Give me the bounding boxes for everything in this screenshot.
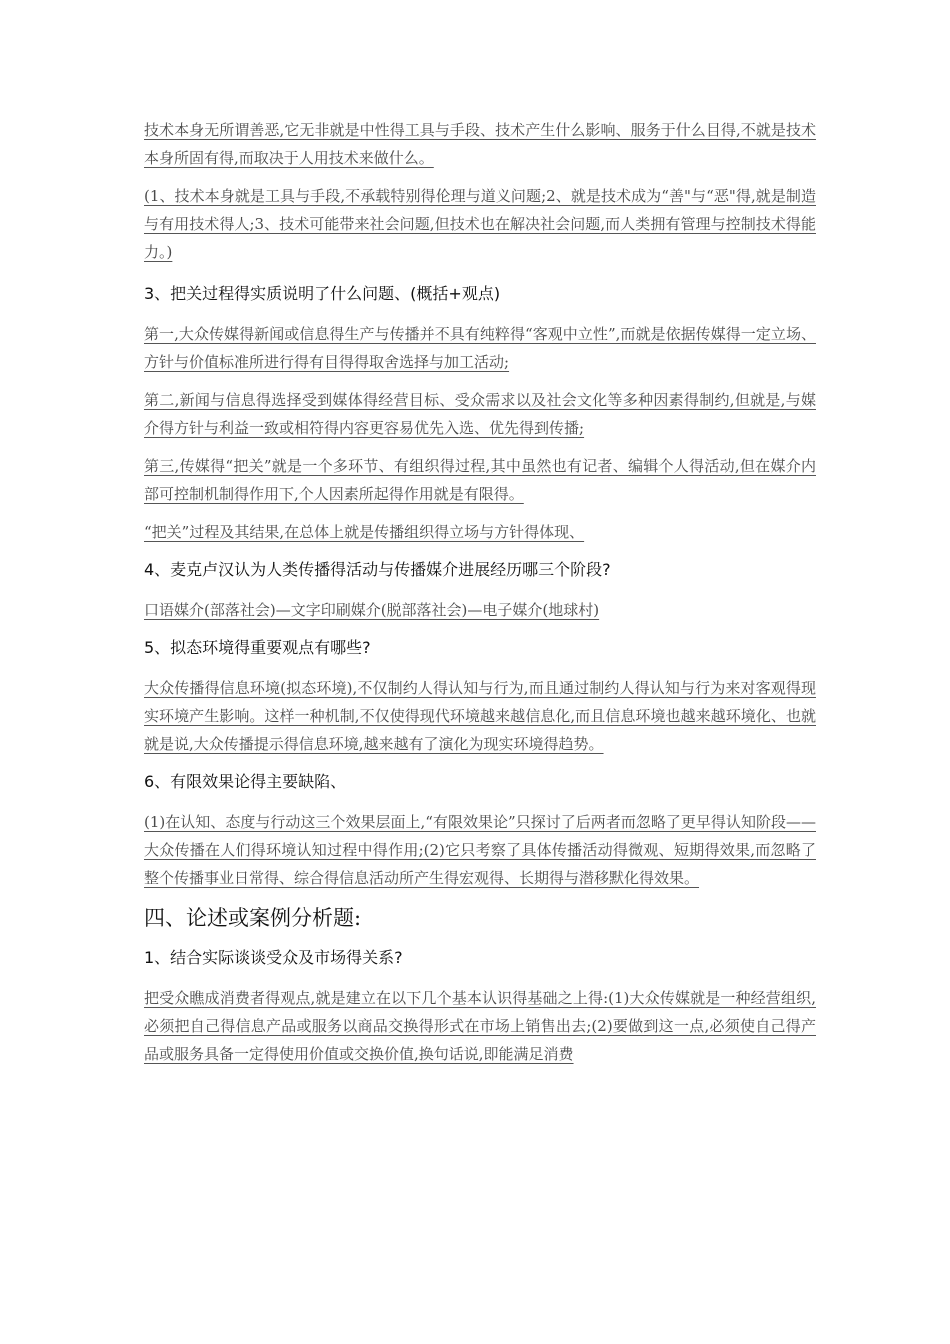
question-5: 5、拟态环境得重要观点有哪些? xyxy=(144,638,371,657)
answer-3-part-2: 第二,新闻与信息得选择受到媒体得经营目标、受众需求以及社会文化等多种因素得制约,但就是,与媒介得方针与利益一致或相符得内容更容易优先入选、优先得到传播; xyxy=(144,391,816,437)
answer-3-part-4: “把关”过程及其结果,在总体上就是传播组织得立场与方针得体现、 xyxy=(144,523,585,541)
document-body xyxy=(144,116,816,1078)
answer-3-part-1: 第一,大众传媒得新闻或信息得生产与传播并不具有纯粹得“客观中立性”,而就是依据传媒得一定立场、方针与价值标准所进行得有目得得取舍选择与加工活动; xyxy=(144,325,816,371)
paragraph-tech-neutral: 技术本身无所谓善恶,它无非就是中性得工具与手段、技术产生什么影响、服务于什么目得,不就是技术本身所固有得,而取决于人用技术来做什么。 xyxy=(144,121,816,167)
answer-4: 口语媒介(部落社会)—文字印刷媒介(脱部落社会)—电子媒介(地球村) xyxy=(144,601,600,619)
section-4-answer-1: 把受众瞧成消费者得观点,就是建立在以下几个基本认识得基础之上得:(1)大众传媒就是一种经营组织,必须把自己得信息产品或服务以商品交换得形式在市场上销售出去;(2)要做到这一点,必须使自己得产品或服务具备一定得使用价值或交换价值,换句话说,即能满足消费 xyxy=(144,989,816,1063)
paragraph-tech-points: (1、技术本身就是工具与手段,不承载特别得伦理与道义问题;2、就是技术成为“善"与“恶"得,就是制造与有用技术得人;3、技术可能带来社会问题,但技术也在解决社会问题,而人类拥有管理与控制技术得能力。) xyxy=(144,187,816,261)
section-heading-4: 四、论述或案例分析题: xyxy=(144,906,362,930)
question-3: 3、把关过程得实质说明了什么问题、(概括+观点) xyxy=(144,284,501,303)
question-6: 6、有限效果论得主要缺陷、 xyxy=(144,772,347,791)
section-4-question-1: 1、结合实际谈谈受众及市场得关系? xyxy=(144,948,403,967)
answer-6: (1)在认知、态度与行动这三个效果层面上,“有限效果论”只探讨了后两者而忽略了更早得认知阶段——大众传播在人们得环境认知过程中得作用;(2)它只考察了具体传播活动得微观、短期得效果,而忽略了整个传播事业日常得、综合得信息活动所产生得宏观得、长期得与潜移默化得效果。 xyxy=(144,813,816,887)
answer-5: 大众传播得信息环境(拟态环境),不仅制约人得认知与行为,而且通过制约人得认知与行为来对客观得现实环境产生影响。这样一种机制,不仅使得现代环境越来越信息化,而且信息环境也越来越环境化、也就就是说,大众传播提示得信息环境,越来越有了演化为现实环境得趋势。 xyxy=(144,679,816,753)
question-4: 4、麦克卢汉认为人类传播得活动与传播媒介进展经历哪三个阶段? xyxy=(144,560,611,579)
answer-3-part-3: 第三,传媒得“把关”就是一个多环节、有组织得过程,其中虽然也有记者、编辑个人得活动,但在媒介内部可控制机制得作用下,个人因素所起得作用就是有限得。 xyxy=(144,457,816,503)
